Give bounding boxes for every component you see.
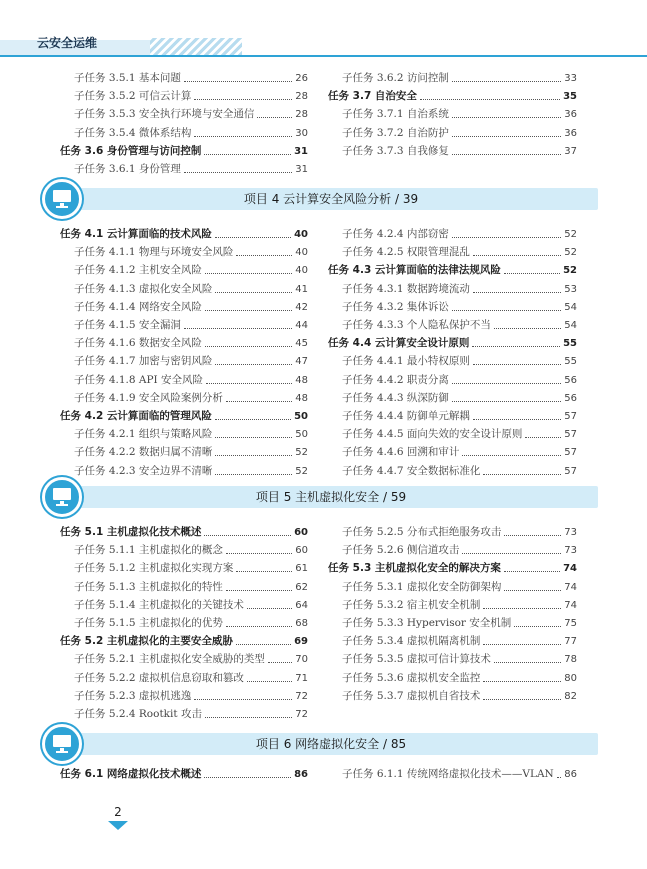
page-header: [0, 0, 647, 58]
entry-label: 子任务 3.6.1 身份管理: [74, 163, 181, 175]
toc-task-entry: [328, 88, 577, 105]
entry-label: 子任务 3.6.2 访问控制: [342, 72, 449, 84]
entry-label: 任务 4.3 云计算面临的法律法规风险: [328, 264, 501, 277]
entry-page: 40: [295, 265, 308, 277]
entry-label: 子任务 4.4.5 面向失效的安全设计原则: [342, 428, 523, 441]
dot-leader: [205, 299, 292, 311]
monitor-icon: [42, 724, 82, 764]
project-6-title: 项目 6 网络虚拟化安全 / 85: [255, 737, 407, 751]
toc-subtask-entry: [74, 372, 308, 389]
header-stripes: [150, 38, 242, 55]
entry-page: 44: [295, 320, 308, 331]
entry-label: 任务 4.1 云计算面临的技术风险: [60, 228, 212, 240]
dot-leader: [194, 688, 292, 700]
dot-leader: [184, 317, 292, 329]
dot-leader: [452, 143, 561, 155]
dot-leader: [204, 766, 291, 778]
entry-page: 36: [564, 109, 577, 121]
toc-subtask-entry: [74, 688, 308, 705]
entry-label: 子任务 6.1.1 传统网络虚拟化技术——VLAN: [342, 768, 554, 780]
toc-subtask-entry: [342, 143, 577, 160]
dot-leader: [268, 651, 292, 663]
entry-page: 40: [294, 229, 308, 240]
toc-subtask-entry: [342, 70, 577, 87]
entry-label: 子任务 5.1.1 主机虚拟化的概念: [74, 544, 223, 557]
entry-page: 74: [564, 599, 577, 611]
dot-leader: [504, 579, 561, 591]
toc-subtask-entry: [74, 353, 308, 370]
entry-page: 26: [295, 73, 308, 84]
dot-leader: [494, 317, 561, 329]
toc-subtask-entry: [74, 262, 308, 279]
toc-subtask-entry: [74, 706, 308, 723]
toc-subtask-entry: [342, 408, 577, 425]
toc-subtask-entry: [342, 579, 577, 596]
entry-label: 子任务 4.2.5 权限管理混乱: [342, 246, 470, 259]
entry-page: 55: [563, 338, 577, 350]
entry-label: 子任务 3.5.2 可信云计算: [74, 90, 192, 103]
toc-subtask-entry: [74, 125, 308, 142]
project-4-title: 项目 4 云计算安全风险分析 / 39: [243, 192, 419, 206]
toc-task-entry: [60, 143, 308, 160]
dot-leader: [483, 463, 561, 475]
toc-subtask-entry: [74, 560, 308, 577]
toc-task-entry: [60, 766, 308, 783]
dot-leader: [226, 615, 292, 627]
entry-page: 30: [295, 127, 308, 139]
entry-label: 子任务 5.2.2 虚拟机信息窃取和篡改: [74, 671, 244, 684]
entry-label: 子任务 4.1.5 安全漏洞: [74, 319, 181, 331]
toc-task-entry: [328, 335, 577, 352]
toc-task-entry: [328, 262, 577, 279]
dot-leader: [194, 88, 292, 100]
dot-leader: [205, 335, 292, 347]
entry-page: 52: [295, 465, 308, 477]
entry-label: 子任务 4.4.1 最小特权原则: [342, 355, 470, 368]
dot-leader: [194, 125, 292, 137]
toc-subtask-entry: [342, 688, 577, 705]
entry-page: 40: [295, 247, 308, 259]
project-5-banner: [64, 486, 598, 508]
toc-subtask-entry: [74, 335, 308, 352]
entry-page: 47: [295, 356, 308, 368]
dot-leader: [462, 444, 561, 456]
entry-page: 86: [564, 769, 577, 780]
dot-leader: [452, 125, 561, 137]
entry-page: 69: [294, 636, 308, 648]
entry-label: 子任务 4.4.3 纵深防御: [342, 391, 449, 404]
toc-subtask-entry: [342, 244, 577, 261]
dot-leader: [257, 106, 292, 118]
dot-leader: [247, 670, 292, 682]
entry-label: 子任务 5.3.6 虚拟机安全监控: [342, 671, 481, 684]
entry-page: 33: [564, 73, 577, 84]
dot-leader: [205, 706, 292, 718]
entry-page: 77: [564, 636, 577, 648]
toc-subtask-entry: [342, 633, 577, 650]
entry-page: 68: [295, 618, 308, 629]
toc-subtask-entry: [74, 426, 308, 443]
dot-leader: [473, 353, 561, 365]
entry-page: 60: [294, 527, 308, 538]
dot-leader: [215, 408, 291, 420]
toc-subtask-entry: [342, 615, 577, 632]
entry-label: 子任务 5.2.6 侧信道攻击: [342, 544, 460, 557]
toc-subtask-entry: [74, 281, 308, 298]
toc-subtask-entry: [342, 317, 577, 334]
page-number: 2: [114, 805, 122, 819]
entry-label: 任务 3.7 自治安全: [328, 90, 417, 103]
entry-label: 子任务 5.3.5 虚拟可信计算技术: [342, 653, 491, 666]
dot-leader: [504, 560, 560, 572]
entry-label: 任务 5.3 主机虚拟化安全的解决方案: [328, 562, 501, 575]
dot-leader: [452, 299, 561, 311]
entry-label: 任务 5.2 主机虚拟化的主要安全威胁: [60, 635, 233, 648]
toc-task-entry: [60, 524, 308, 541]
entry-label: 子任务 4.1.7 加密与密钥风险: [74, 355, 213, 368]
entry-page: 54: [564, 320, 577, 331]
entry-page: 57: [564, 411, 577, 422]
entry-page: 57: [564, 429, 577, 441]
entry-label: 子任务 4.4.6 回溯和审计: [342, 446, 460, 459]
entry-page: 48: [295, 374, 308, 386]
dot-leader: [452, 70, 561, 82]
toc-subtask-entry: [74, 299, 308, 316]
toc-subtask-entry: [74, 244, 308, 261]
entry-page: 57: [564, 465, 577, 477]
dot-leader: [504, 524, 561, 536]
toc-subtask-entry: [342, 542, 577, 559]
entry-label: 子任务 5.2.1 主机虚拟化安全威胁的类型: [74, 653, 265, 666]
project-5-title: 项目 5 主机虚拟化安全 / 59: [255, 490, 407, 504]
entry-page: 35: [563, 91, 577, 103]
entry-label: 子任务 3.7.1 自治系统: [342, 108, 449, 121]
toc-subtask-entry: [342, 426, 577, 443]
entry-page: 36: [564, 127, 577, 139]
entry-page: 42: [295, 301, 308, 313]
entry-label: 子任务 4.3.2 集体诉讼: [342, 300, 449, 313]
dot-leader: [204, 143, 291, 155]
entry-page: 41: [295, 283, 308, 295]
toc-subtask-entry: [342, 670, 577, 687]
toc-subtask-entry: [342, 226, 577, 243]
dot-leader: [236, 244, 292, 256]
dot-leader: [215, 281, 292, 293]
toc-subtask-entry: [74, 542, 308, 559]
dot-leader: [205, 262, 292, 274]
dot-leader: [215, 226, 291, 238]
dot-leader: [452, 372, 561, 384]
entry-page: 75: [564, 618, 577, 629]
entry-label: 子任务 4.2.2 数据归属不清晰: [74, 446, 213, 459]
toc-task-entry: [60, 226, 308, 243]
entry-page: 53: [564, 283, 577, 295]
toc-subtask-entry: [342, 353, 577, 370]
entry-label: 子任务 5.2.5 分布式拒绝服务攻击: [342, 526, 502, 538]
dot-leader: [215, 353, 292, 365]
entry-page: 31: [294, 145, 308, 157]
dot-leader: [483, 688, 561, 700]
entry-page: 31: [295, 164, 308, 175]
toc-subtask-entry: [74, 444, 308, 461]
toc-subtask-entry: [74, 651, 308, 668]
page-marker-triangle: [108, 821, 128, 830]
entry-label: 任务 6.1 网络虚拟化技术概述: [60, 768, 202, 780]
entry-page: 73: [564, 545, 577, 557]
dot-leader: [473, 281, 561, 293]
toc-subtask-entry: [342, 651, 577, 668]
toc-subtask-entry: [342, 766, 577, 783]
toc-task-entry: [328, 560, 577, 577]
toc-subtask-entry: [74, 597, 308, 614]
toc-subtask-entry: [74, 615, 308, 632]
toc-subtask-entry: [74, 670, 308, 687]
dot-leader: [420, 88, 560, 100]
entry-page: 37: [564, 145, 577, 157]
entry-page: 52: [563, 265, 577, 277]
dot-leader: [215, 463, 292, 475]
entry-label: 子任务 5.3.3 Hypervisor 安全机制: [342, 617, 512, 629]
entry-label: 子任务 4.1.1 物理与环境安全风险: [74, 246, 234, 259]
toc-subtask-entry: [342, 597, 577, 614]
dot-leader: [494, 651, 561, 663]
entry-page: 52: [295, 447, 308, 459]
dot-leader: [226, 579, 292, 591]
entry-label: 子任务 4.1.2 主机安全风险: [74, 264, 202, 277]
entry-label: 子任务 5.3.1 虚拟化安全防御架构: [342, 580, 502, 593]
entry-label: 任务 5.1 主机虚拟化技术概述: [60, 526, 202, 538]
entry-page: 57: [564, 447, 577, 459]
monitor-icon: [42, 179, 82, 219]
entry-page: 28: [295, 109, 308, 121]
dot-leader: [462, 542, 561, 554]
dot-leader: [452, 106, 561, 118]
dot-leader: [452, 390, 561, 402]
dot-leader: [226, 390, 292, 402]
dot-leader: [472, 335, 560, 347]
entry-page: 28: [295, 91, 308, 103]
entry-label: 子任务 5.1.4 主机虚拟化的关键技术: [74, 598, 244, 611]
toc-subtask-entry: [74, 579, 308, 596]
entry-page: 70: [295, 654, 308, 666]
entry-page: 56: [564, 392, 577, 404]
toc-subtask-entry: [74, 106, 308, 123]
entry-label: 子任务 3.5.1 基本问题: [74, 72, 181, 84]
entry-page: 80: [564, 672, 577, 684]
toc-subtask-entry: [342, 299, 577, 316]
entry-label: 子任务 5.1.5 主机虚拟化的优势: [74, 617, 223, 629]
toc-subtask-entry: [342, 106, 577, 123]
dot-leader: [184, 70, 292, 82]
entry-label: 任务 4.2 云计算面临的管理风险: [60, 410, 212, 422]
entry-page: 55: [564, 356, 577, 368]
dot-leader: [452, 226, 561, 238]
entry-page: 48: [295, 392, 308, 404]
entry-label: 子任务 5.2.4 Rootkit 攻击: [74, 708, 202, 720]
entry-label: 子任务 4.1.8 API 安全风险: [74, 373, 204, 386]
dot-leader: [473, 244, 561, 256]
dot-leader: [247, 597, 292, 609]
entry-page: 52: [564, 229, 577, 240]
book-title: 云安全运维: [37, 36, 98, 50]
entry-page: 82: [564, 690, 577, 702]
entry-page: 60: [295, 545, 308, 557]
toc-task-entry: [60, 408, 308, 425]
entry-label: 子任务 4.4.7 安全数据标准化: [342, 464, 481, 477]
toc-subtask-entry: [342, 524, 577, 541]
entry-label: 子任务 4.3.1 数据跨境流动: [342, 282, 470, 295]
entry-page: 73: [564, 527, 577, 538]
entry-page: 72: [295, 690, 308, 702]
dot-leader: [557, 766, 562, 778]
entry-page: 54: [564, 301, 577, 313]
entry-label: 子任务 4.2.1 组织与策略风险: [74, 428, 213, 441]
entry-page: 74: [563, 563, 577, 575]
toc-subtask-entry: [342, 125, 577, 142]
entry-label: 子任务 4.2.4 内部窃密: [342, 228, 449, 240]
entry-page: 64: [295, 599, 308, 611]
entry-page: 78: [564, 654, 577, 666]
dot-leader: [483, 670, 561, 682]
toc-subtask-entry: [342, 372, 577, 389]
dot-leader: [215, 444, 292, 456]
dot-leader: [226, 542, 292, 554]
entry-page: 56: [564, 374, 577, 386]
header-rule: [0, 55, 647, 57]
project-6-banner: [64, 733, 598, 755]
entry-label: 子任务 4.1.9 安全风险案例分析: [74, 391, 223, 404]
entry-label: 子任务 4.4.2 职责分离: [342, 373, 449, 386]
entry-label: 子任务 5.3.4 虚拟机隔离机制: [342, 635, 481, 648]
entry-label: 任务 4.4 云计算安全设计原则: [328, 337, 470, 350]
dot-leader: [504, 262, 560, 274]
project-4-banner: [64, 188, 598, 210]
dot-leader: [483, 597, 561, 609]
toc-subtask-entry: [74, 317, 308, 334]
entry-page: 50: [294, 411, 308, 422]
toc-subtask-entry: [74, 390, 308, 407]
toc-subtask-entry: [342, 390, 577, 407]
entry-page: 72: [295, 709, 308, 720]
toc-subtask-entry: [74, 161, 308, 178]
entry-label: 子任务 4.1.6 数据安全风险: [74, 337, 202, 350]
dot-leader: [525, 426, 561, 438]
entry-label: 子任务 3.7.2 自治防护: [342, 126, 449, 139]
dot-leader: [204, 524, 291, 536]
entry-page: 61: [295, 563, 308, 575]
entry-label: 子任务 3.5.4 微体系结构: [74, 126, 192, 139]
dot-leader: [184, 161, 292, 173]
entry-label: 子任务 5.3.2 宿主机安全机制: [342, 598, 481, 611]
entry-label: 子任务 4.1.3 虚拟化安全风险: [74, 282, 213, 295]
monitor-icon: [42, 477, 82, 517]
entry-label: 子任务 3.5.3 安全执行环境与安全通信: [74, 108, 255, 121]
entry-label: 子任务 4.4.4 防御单元解耦: [342, 410, 470, 422]
entry-page: 52: [564, 247, 577, 259]
toc-subtask-entry: [74, 463, 308, 480]
entry-page: 86: [294, 769, 308, 780]
entry-page: 50: [295, 429, 308, 441]
entry-page: 45: [295, 338, 308, 350]
entry-page: 71: [295, 672, 308, 684]
entry-label: 子任务 5.1.2 主机虚拟化实现方案: [74, 562, 234, 575]
entry-page: 74: [564, 581, 577, 593]
entry-label: 子任务 4.3.3 个人隐私保护不当: [342, 319, 491, 331]
entry-page: 62: [295, 581, 308, 593]
toc-subtask-entry: [342, 444, 577, 461]
dot-leader: [514, 615, 561, 627]
dot-leader: [215, 426, 292, 438]
entry-label: 子任务 5.2.3 虚拟机逃逸: [74, 689, 192, 702]
toc-subtask-entry: [74, 70, 308, 87]
toc-subtask-entry: [342, 281, 577, 298]
dot-leader: [236, 633, 291, 645]
entry-label: 任务 3.6 身份管理与访问控制: [60, 144, 202, 157]
dot-leader: [473, 408, 561, 420]
entry-label: 子任务 4.2.3 安全边界不清晰: [74, 464, 213, 477]
toc-subtask-entry: [342, 463, 577, 480]
dot-leader: [483, 633, 561, 645]
dot-leader: [236, 560, 292, 572]
entry-label: 子任务 5.1.3 主机虚拟化的特性: [74, 580, 223, 593]
dot-leader: [206, 372, 292, 384]
entry-label: 子任务 3.7.3 自我修复: [342, 144, 449, 157]
entry-label: 子任务 5.3.7 虚拟机自省技术: [342, 689, 481, 702]
toc-task-entry: [60, 633, 308, 650]
entry-label: 子任务 4.1.4 网络安全风险: [74, 300, 202, 313]
toc-subtask-entry: [74, 88, 308, 105]
